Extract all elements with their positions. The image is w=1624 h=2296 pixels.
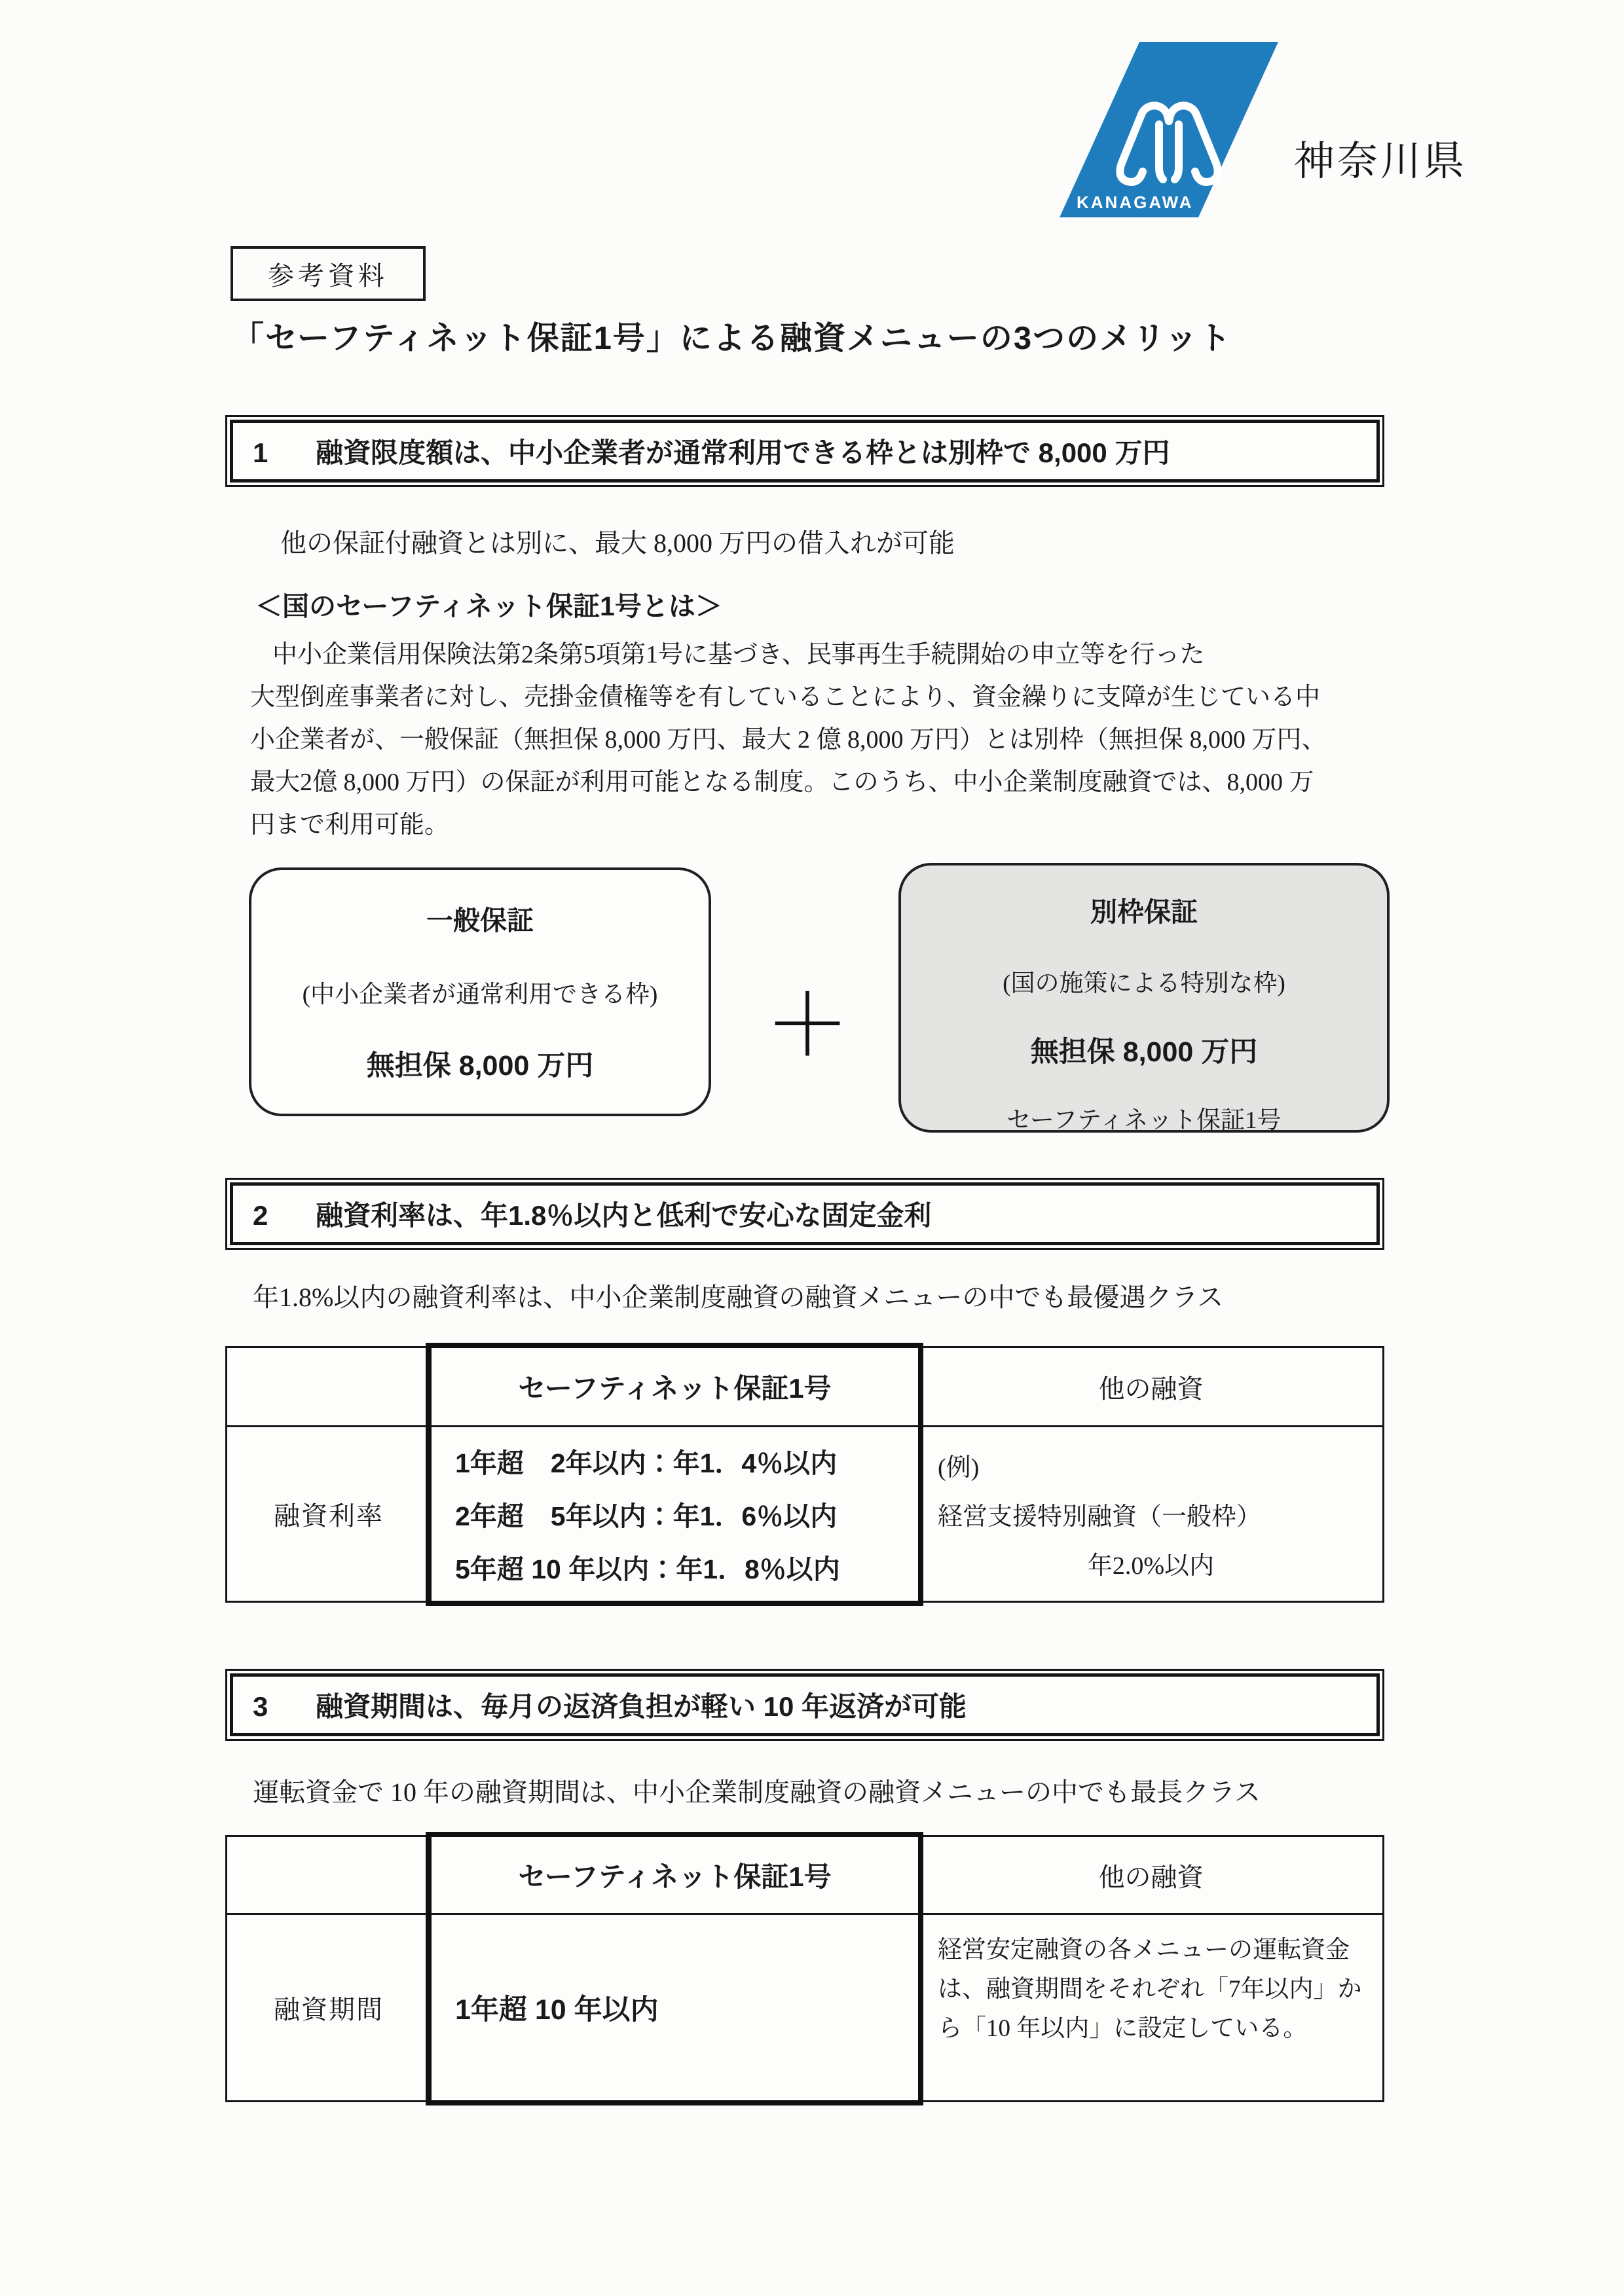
separate-guarantee-box: [898, 863, 1390, 1133]
kanagawa-logo: [1060, 41, 1466, 230]
section3-heading-bar: [225, 1669, 1384, 1741]
reference-label-box: [231, 246, 426, 301]
period-table-safetynet-header: セーフティネット保証1号: [430, 1837, 918, 1913]
other-loan-line: (例): [938, 1454, 980, 1482]
paragraph-line: 大型倒産事業者に対し、売掛金債権等を有していることにより、資金繰りに支障が生じている中: [250, 683, 1321, 711]
rate-table-safetynet-header: セーフティネット保証1号: [430, 1348, 918, 1425]
reference-label: 参考資料: [268, 261, 388, 291]
page-title: 「セーフティネット保証1号」による融資メニューの3つのメリット: [232, 321, 1232, 356]
other-loan-line: 年2.0%以内: [1087, 1552, 1215, 1580]
separate-guarantee-amount: 無担保 8,000 万円: [1030, 1036, 1258, 1068]
rate-table-other-header: 他の融資: [918, 1348, 1382, 1425]
rate-line: 2年超 5年以内：年1．6％以内: [455, 1501, 838, 1531]
section3-lead: 運転資金で 10 年の融資期間は、中小企業制度融資の融資メニューの中でも最長クラス: [253, 1777, 1261, 1807]
section2-heading-bar: [225, 1178, 1384, 1250]
period-table-other-header: 他の融資: [918, 1837, 1382, 1913]
period-table-safetynet-cell: 1年超 10 年以内: [430, 1913, 918, 2100]
rate-table-safetynet-cell: [430, 1425, 918, 1601]
separate-guarantee-caption: セーフティネット保証1号: [1006, 1107, 1282, 1134]
paragraph-line: 小企業者が、一般保証（無担保 8,000 万円、最大 2 億 8,000 万円）とは別枠（無担保 8,000 万円、: [250, 726, 1327, 754]
section2-number: 2: [253, 1200, 268, 1231]
section3-number: 3: [253, 1691, 268, 1722]
loan-period-table: [225, 1835, 1384, 2102]
general-guarantee-subtitle: (中小企業者が通常利用できる枠): [302, 981, 658, 1008]
rate-line: 1年超 2年以内：年1．4％以内: [455, 1448, 838, 1478]
period-table-corner-cell: [227, 1837, 430, 1913]
paragraph-line: 円まで利用可能。: [250, 811, 450, 839]
section2-heading: 融資利率は、年1.8％以内と低利で安心な固定金利: [316, 1200, 932, 1231]
general-guarantee-box: [249, 867, 711, 1116]
paragraph-line: 中小企業信用保険法第2条第5項第1号に基づき、民事再生手続開始の申立等を行った: [272, 641, 1205, 668]
separate-guarantee-subtitle: (国の施策による特別な枠): [1003, 970, 1285, 997]
kanagawa-emblem-icon: [1060, 41, 1282, 224]
section1-heading-bar: [225, 415, 1384, 487]
rate-line: 5年超 10 年以内：年1．8％以内: [455, 1554, 840, 1584]
rate-table-other-cell: [918, 1425, 1382, 1601]
other-loan-line: 経営支援特別融資（一般枠）: [938, 1503, 1262, 1531]
plus-sign: ＋: [765, 979, 851, 1074]
section1-paragraph: [250, 634, 1390, 847]
period-table-other-cell: 経営安定融資の各メニューの運転資金は、融資期間をそれぞれ「7年以内」から「10 年以内」に設定している。: [918, 1913, 1382, 2100]
general-guarantee-title: 一般保証: [426, 905, 534, 936]
section1-lead: 他の保証付融資とは別に、最大 8,000 万円の借入れが可能: [280, 528, 955, 558]
rate-table-corner-cell: [227, 1348, 430, 1425]
paragraph-line: 最大2億 8,000 万円）の保証が利用可能となる制度。このうち、中小企業制度融資では、8,000 万: [250, 769, 1314, 796]
rate-table-row-label: 融資利率: [227, 1425, 430, 1601]
section2-lead: 年1.8%以内の融資利率は、中小企業制度融資の融資メニューの中でも最優遇クラス: [253, 1283, 1224, 1312]
section1-subheading: ＜国のセーフティネット保証1号とは＞: [255, 591, 722, 621]
section3-heading: 融資期間は、毎月の返済負担が軽い 10 年返済が可能: [316, 1691, 967, 1722]
period-table-row-label: 融資期間: [227, 1913, 430, 2100]
separate-guarantee-title: 別枠保証: [1090, 897, 1198, 927]
section1-number: 1: [253, 437, 268, 468]
section1-heading: 融資限度額は、中小企業者が通常利用できる枠とは別枠で 8,000 万円: [316, 437, 1170, 468]
general-guarantee-amount: 無担保 8,000 万円: [366, 1050, 594, 1082]
prefecture-name: 神奈川県: [1294, 139, 1467, 184]
kanagawa-romaji-label: KANAGAWA: [1077, 192, 1194, 212]
loan-rate-table: [225, 1346, 1384, 1603]
